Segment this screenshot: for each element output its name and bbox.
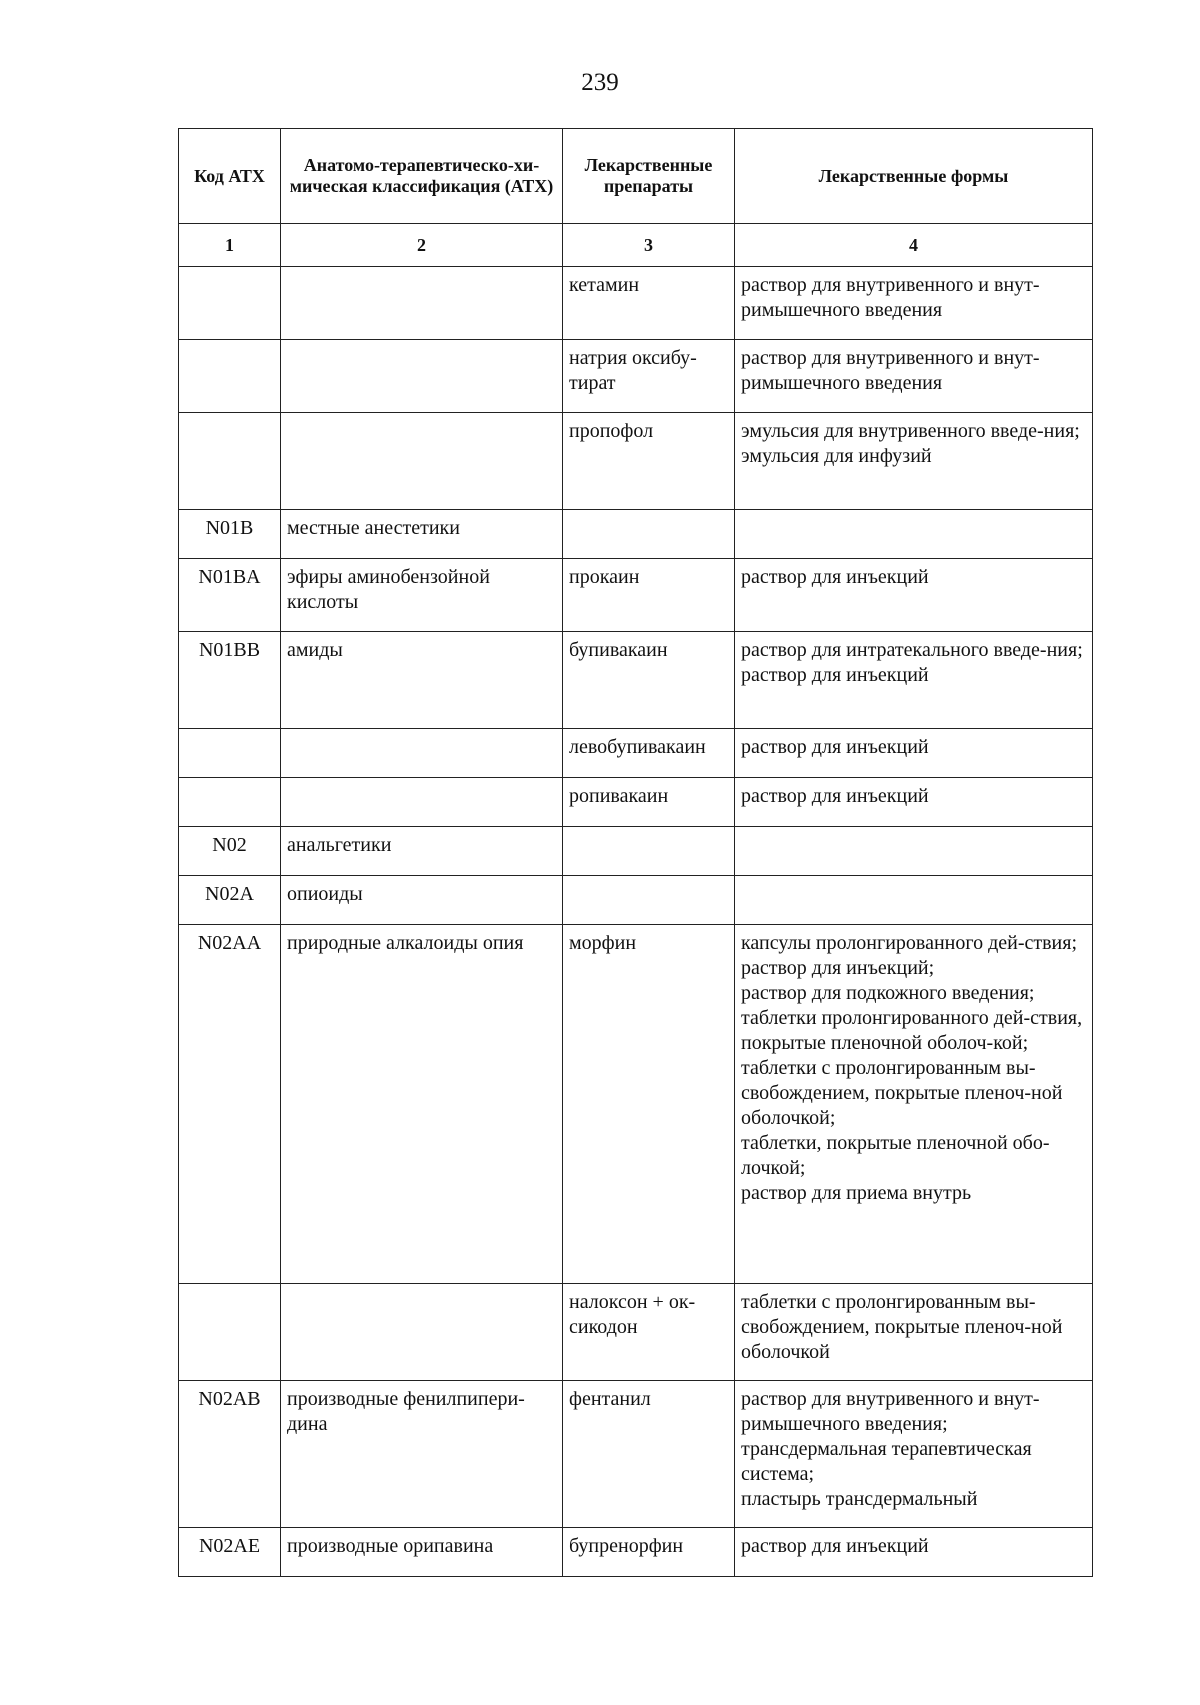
dosage-form-item: раствор для инъекций (741, 664, 929, 686)
dosage-form-item: раствор для инъекций; (741, 957, 935, 979)
drug-name-cell (563, 876, 735, 925)
dosage-forms-cell (735, 340, 1093, 413)
table-row (179, 559, 1093, 632)
header-forms: Лекарственные формы (735, 129, 1093, 224)
table-row (179, 729, 1093, 778)
dosage-form-item: трансдермальная терапевтическая система; (741, 1438, 1032, 1485)
atx-code-cell: N02A (179, 876, 281, 925)
atx-classification-cell: местные анестетики (281, 510, 563, 559)
dosage-forms-cell (735, 778, 1093, 827)
atx-code-cell (179, 413, 281, 510)
dosage-form-item: эмульсия для инфузий (741, 445, 932, 467)
table-row (179, 1528, 1093, 1577)
dosage-forms-cell (735, 876, 1093, 925)
dosage-forms-cell (735, 1381, 1093, 1528)
atx-classification-cell (281, 340, 563, 413)
atx-code-cell (179, 1284, 281, 1381)
atx-classification-cell (281, 267, 563, 340)
column-number: 3 (563, 224, 735, 267)
dosage-form-item: капсулы пролонгированного дей-ствия; (741, 932, 1078, 954)
table-row (179, 1284, 1093, 1381)
drug-name-cell: налоксон + ок-сикодон (563, 1284, 735, 1381)
table-row (179, 1381, 1093, 1528)
atx-classification-cell (281, 729, 563, 778)
atx-classification-cell: производные фенилпипери-дина (281, 1381, 563, 1528)
header-drugs: Лекарственные препараты (563, 129, 735, 224)
dosage-form-item: раствор для инъекций (741, 566, 929, 588)
dosage-form-item: раствор для внутривенного и внут-римышечного введения; (741, 1388, 1040, 1435)
drug-name-cell: пропофол (563, 413, 735, 510)
dosage-forms-cell (735, 1284, 1093, 1381)
atx-classification-cell: амиды (281, 632, 563, 729)
atx-code-cell: N01BB (179, 632, 281, 729)
table-row (179, 413, 1093, 510)
table-row (179, 925, 1093, 1284)
dosage-forms-cell (735, 632, 1093, 729)
dosage-form-item: раствор для инъекций (741, 736, 929, 758)
dosage-form-item: таблетки с пролонгированным вы-свобождением, покрытые пленоч-ной оболочкой; (741, 1057, 1063, 1129)
dosage-form-item: эмульсия для внутривенного введе-ния; (741, 420, 1080, 442)
atx-classification-cell (281, 413, 563, 510)
dosage-form-item: таблетки с пролонгированным вы-свобождением, покрытые пленоч-ной оболочкой (741, 1291, 1063, 1363)
table-body (179, 267, 1093, 1577)
drug-name-cell: левобупивакаин (563, 729, 735, 778)
dosage-forms-cell (735, 729, 1093, 778)
atx-classification-cell: эфиры аминобензойной кислоты (281, 559, 563, 632)
header-code: Код АТХ (179, 129, 281, 224)
dosage-forms-cell (735, 267, 1093, 340)
drug-name-cell: кетамин (563, 267, 735, 340)
table-row (179, 267, 1093, 340)
atx-code-cell: N02AE (179, 1528, 281, 1577)
dosage-form-item: таблетки, покрытые пленочной обо-лочкой; (741, 1132, 1050, 1179)
drug-name-cell: морфин (563, 925, 735, 1284)
header-classification: Анатомо-терапевтическо-хи-мическая классификация (АТХ) (281, 129, 563, 224)
atx-code-cell (179, 267, 281, 340)
dosage-forms-cell (735, 413, 1093, 510)
drug-name-cell: ропивакаин (563, 778, 735, 827)
drug-name-cell: фентанил (563, 1381, 735, 1528)
dosage-forms-cell (735, 510, 1093, 559)
atx-code-cell: N01B (179, 510, 281, 559)
drug-name-cell: натрия оксибу-тират (563, 340, 735, 413)
atx-classification-cell: производные орипавина (281, 1528, 563, 1577)
dosage-form-item: таблетки пролонгированного дей-ствия, покрытые пленочной оболоч-кой; (741, 1007, 1083, 1054)
dosage-form-item: пластырь трансдермальный (741, 1488, 978, 1510)
dosage-forms-cell (735, 559, 1093, 632)
column-number: 2 (281, 224, 563, 267)
dosage-form-item: раствор для внутривенного и внут-римышечного введения (741, 347, 1040, 394)
dosage-form-item: раствор для инъекций (741, 1535, 929, 1557)
atx-classification-cell: анальгетики (281, 827, 563, 876)
atx-classification-cell (281, 778, 563, 827)
table-row (179, 340, 1093, 413)
atx-code-cell: N02AA (179, 925, 281, 1284)
dosage-form-item: раствор для приема внутрь (741, 1182, 972, 1204)
atx-code-cell: N02AB (179, 1381, 281, 1528)
dosage-forms-cell (735, 827, 1093, 876)
drug-name-cell: бупивакаин (563, 632, 735, 729)
atx-code-cell: N02 (179, 827, 281, 876)
dosage-forms-cell (735, 925, 1093, 1284)
page-number: 239 (581, 69, 619, 96)
drug-name-cell (563, 827, 735, 876)
header-row (179, 129, 1093, 224)
column-number: 4 (735, 224, 1093, 267)
dosage-form-item: раствор для интратекального введе-ния; (741, 639, 1083, 661)
atx-table (178, 128, 1093, 1577)
atx-code-cell (179, 778, 281, 827)
atx-code-cell (179, 729, 281, 778)
table-row (179, 876, 1093, 925)
table-row (179, 632, 1093, 729)
atx-classification-cell: природные алкалоиды опия (281, 925, 563, 1284)
drug-name-cell: бупренорфин (563, 1528, 735, 1577)
atx-classification-cell: опиоиды (281, 876, 563, 925)
drug-name-cell (563, 510, 735, 559)
drug-name-cell: прокаин (563, 559, 735, 632)
column-number-row (179, 224, 1093, 267)
dosage-forms-cell (735, 1528, 1093, 1577)
atx-code-cell (179, 340, 281, 413)
atx-code-cell: N01BA (179, 559, 281, 632)
table-row (179, 510, 1093, 559)
dosage-form-item: раствор для инъекций (741, 785, 929, 807)
table-row (179, 827, 1093, 876)
dosage-form-item: раствор для внутривенного и внут-римышечного введения (741, 274, 1040, 321)
column-number: 1 (179, 224, 281, 267)
atx-classification-cell (281, 1284, 563, 1381)
dosage-form-item: раствор для подкожного введения; (741, 982, 1035, 1004)
table-row (179, 778, 1093, 827)
